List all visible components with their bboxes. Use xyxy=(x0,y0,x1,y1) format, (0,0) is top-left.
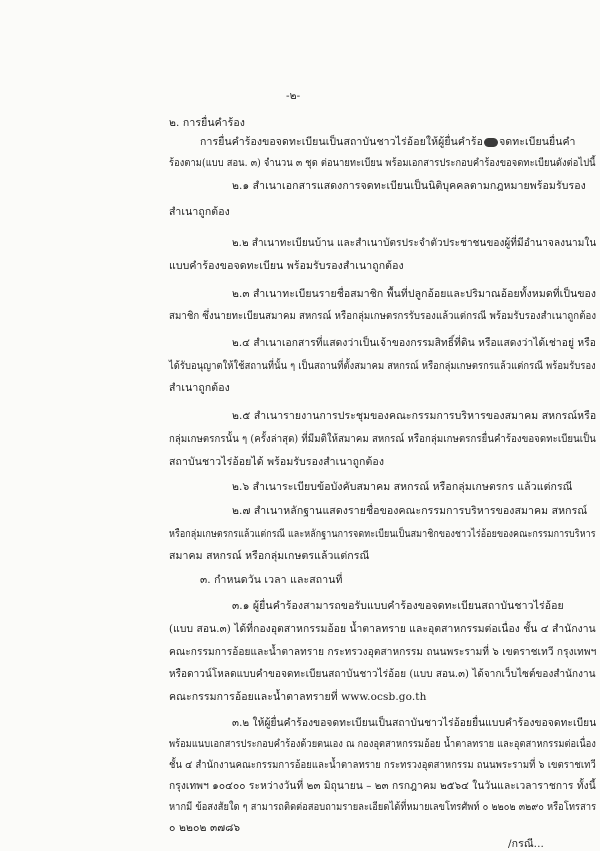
section-2-heading: ๒. การยื่นคำร้อง xyxy=(169,117,246,129)
item-3-1-cont3: หรือดาวน์โหลดแบบคำขอจดทะเบียนสถาบันชาวไร่อ้อย (แบบ สอน.๓) ได้จากเว็บไซต์ของสำนักงาน xyxy=(169,668,596,680)
item-3-2-cont3: กรุงเทพฯ ๑๐๔๐๐ ระหว่างวันที่ ๒๓ มิถุนายน – ๒๓ กรกฎาคม ๒๕๖๔ ในวันและเวลาราชการ ทั้งนี้ xyxy=(169,780,596,792)
item-3-1: ๓.๑ ผู้ยื่นคำร้องสามารถขอรับแบบคำร้องขอจดทะเบียนสถาบันชาวไร่อ้อย xyxy=(232,600,564,612)
item-3-2-cont2: ชั้น ๔ สำนักงานคณะกรรมการอ้อยและน้ำตาลทราย กระทรวงอุตสาหกรรม ถนนพระรามที่ ๖ เขตราชเทวี xyxy=(169,759,596,771)
item-3-2-cont1: พร้อมแนบเอกสารประกอบคำร้องด้วยตนเอง ณ กองอุตสาหกรรมอ้อย น้ำตาลทราย และอุตสาหกรรมต่อเนื่อง xyxy=(169,738,596,750)
item-2-5-cont2: สถาบันชาวไร่อ้อยได้ พร้อมรับรองสำเนาถูกต้อง xyxy=(169,456,385,468)
item-3-1-cont4: คณะกรรมการอ้อยและน้ำตาลทรายที่ www.ocsb.go.th xyxy=(169,691,427,703)
item-3-2: ๓.๒ ให้ผู้ยื่นคำร้องขอจดทะเบียนเป็นสถาบันชาวไร่อ้อยยื่นแบบคำร้องขอจดทะเบียน xyxy=(232,717,597,729)
item-2-1: ๒.๑ สำเนาเอกสารแสดงการจดทะเบียนเป็นนิติบุคคลตามกฎหมายพร้อมรับรอง xyxy=(232,180,586,192)
intro-text-part1: การยื่นคำร้องขอจดทะเบียนเป็นสถาบันชาวไร่อ้อยให้ผู้ยื่นคำร้อ xyxy=(200,136,484,148)
item-2-1-cont: สำเนาถูกต้อง xyxy=(169,206,230,218)
page-number: -๒- xyxy=(286,90,301,102)
item-3-2-cont4: หากมี ข้อสงสัยใด ๆ สามารถติดต่อสอบถามรายละเอียดได้ที่หมายเลขโทรศัพท์ ๐ ๒๒๐๒ ๓๒๙๐ หรือโทรสาร xyxy=(169,801,597,813)
item-2-5-cont1: กลุ่มเกษตรกรนั้น ๆ (ครั้งล่าสุด) ที่มีมติให้สมาคม สหกรณ์ หรือกลุ่มเกษตรกรยื่นคำร้องขอจดทะเบียนเป็น xyxy=(169,433,596,445)
item-3-1-cont2: คณะกรรมการอ้อยและน้ำตาลทราย กระทรวงอุตสาหกรรม ถนนพระรามที่ ๖ เขตราชเทวี กรุงเทพฯ xyxy=(169,646,597,658)
item-2-7-cont1: หรือกลุ่มเกษตรกรแล้วแต่กรณี และหลักฐานการจดทะเบียนเป็นสมาชิกของชาวไร่อ้อยของคณะกรรมการบริหาร xyxy=(169,528,596,540)
section-2-intro xyxy=(200,136,576,149)
item-2-4-cont2: สำเนาถูกต้อง xyxy=(169,382,230,394)
section-3-heading: ๓. กำหนดวัน เวลา และสถานที่ xyxy=(200,574,343,586)
section-2-intro-cont: ร้องตาม(แบบ สอน. ๓) จำนวน ๓ ชุด ต่อนายทะเบียน พร้อมเอกสารประกอบคำร้องขอจดทะเบียนดังต่อไปนี้ xyxy=(169,157,596,169)
intro-text-part2: จดทะเบียนยื่นคำ xyxy=(499,136,576,148)
item-2-4: ๒.๔ สำเนาเอกสารที่แสดงว่าเป็นเจ้าของกรรมสิทธิ์ที่ดิน หรือแสดงว่าได้เช่าอยู่ หรือ xyxy=(232,337,597,349)
item-3-1-cont1: (แบบ สอน.๓) ได้ที่กองอุตสาหกรรมอ้อย น้ำตาลทราย และอุตสาหกรรมต่อเนื่อง ชั้น ๔ สำนักงาน xyxy=(169,623,596,635)
item-3-2-cont5: ๐ ๒๒๐๒ ๓๗๘๖ xyxy=(169,822,241,834)
item-2-7: ๒.๗ สำเนาหลักฐานแสดงรายชื่อของคณะกรรมการบริหารของสมาคม สหกรณ์ xyxy=(232,505,588,517)
item-2-2: ๒.๒ สำเนาทะเบียนบ้าน และสำเนาบัตรประจำตัวประชาชนของผู้ที่มีอำนาจลงนามใน xyxy=(232,237,597,249)
item-2-4-cont1: ได้รับอนุญาตให้ใช้สถานที่นั้น ๆ เป็นสถานที่ตั้งสมาคม สหกรณ์ หรือกลุ่มเกษตรกรแล้วแต่กรณี พร้อมรับรอง xyxy=(169,360,596,372)
item-2-5: ๒.๕ สำเนารายงานการประชุมของคณะกรรมการบริหารของสมาคม สหกรณ์หรือ xyxy=(232,410,597,422)
continuation-marker: /กรณี... xyxy=(508,838,544,850)
ink-smudge xyxy=(484,138,498,147)
item-2-2-cont: แบบคำร้องขอจดทะเบียน พร้อมรับรองสำเนาถูกต้อง xyxy=(169,260,404,272)
item-2-3-cont: สมาชิก ซึ่งนายทะเบียนสมาคม สหกรณ์ หรือกลุ่มเกษตรกรรับรองแล้วแต่กรณี พร้อมรับรองสำเนาถูกต้อง xyxy=(169,310,597,322)
item-2-7-cont2: สมาคม สหกรณ์ หรือกลุ่มเกษตรแล้วแต่กรณี xyxy=(169,550,370,562)
item-2-3: ๒.๓ สำเนาทะเบียนรายชื่อสมาชิก พื้นที่ปลูกอ้อยและปริมาณอ้อยทั้งหมดที่เป็นของ xyxy=(232,288,597,300)
item-2-6: ๒.๖ สำเนาระเบียบข้อบังคับสมาคม สหกรณ์ หรือกลุ่มเกษตรกร แล้วแต่กรณี xyxy=(232,481,573,493)
